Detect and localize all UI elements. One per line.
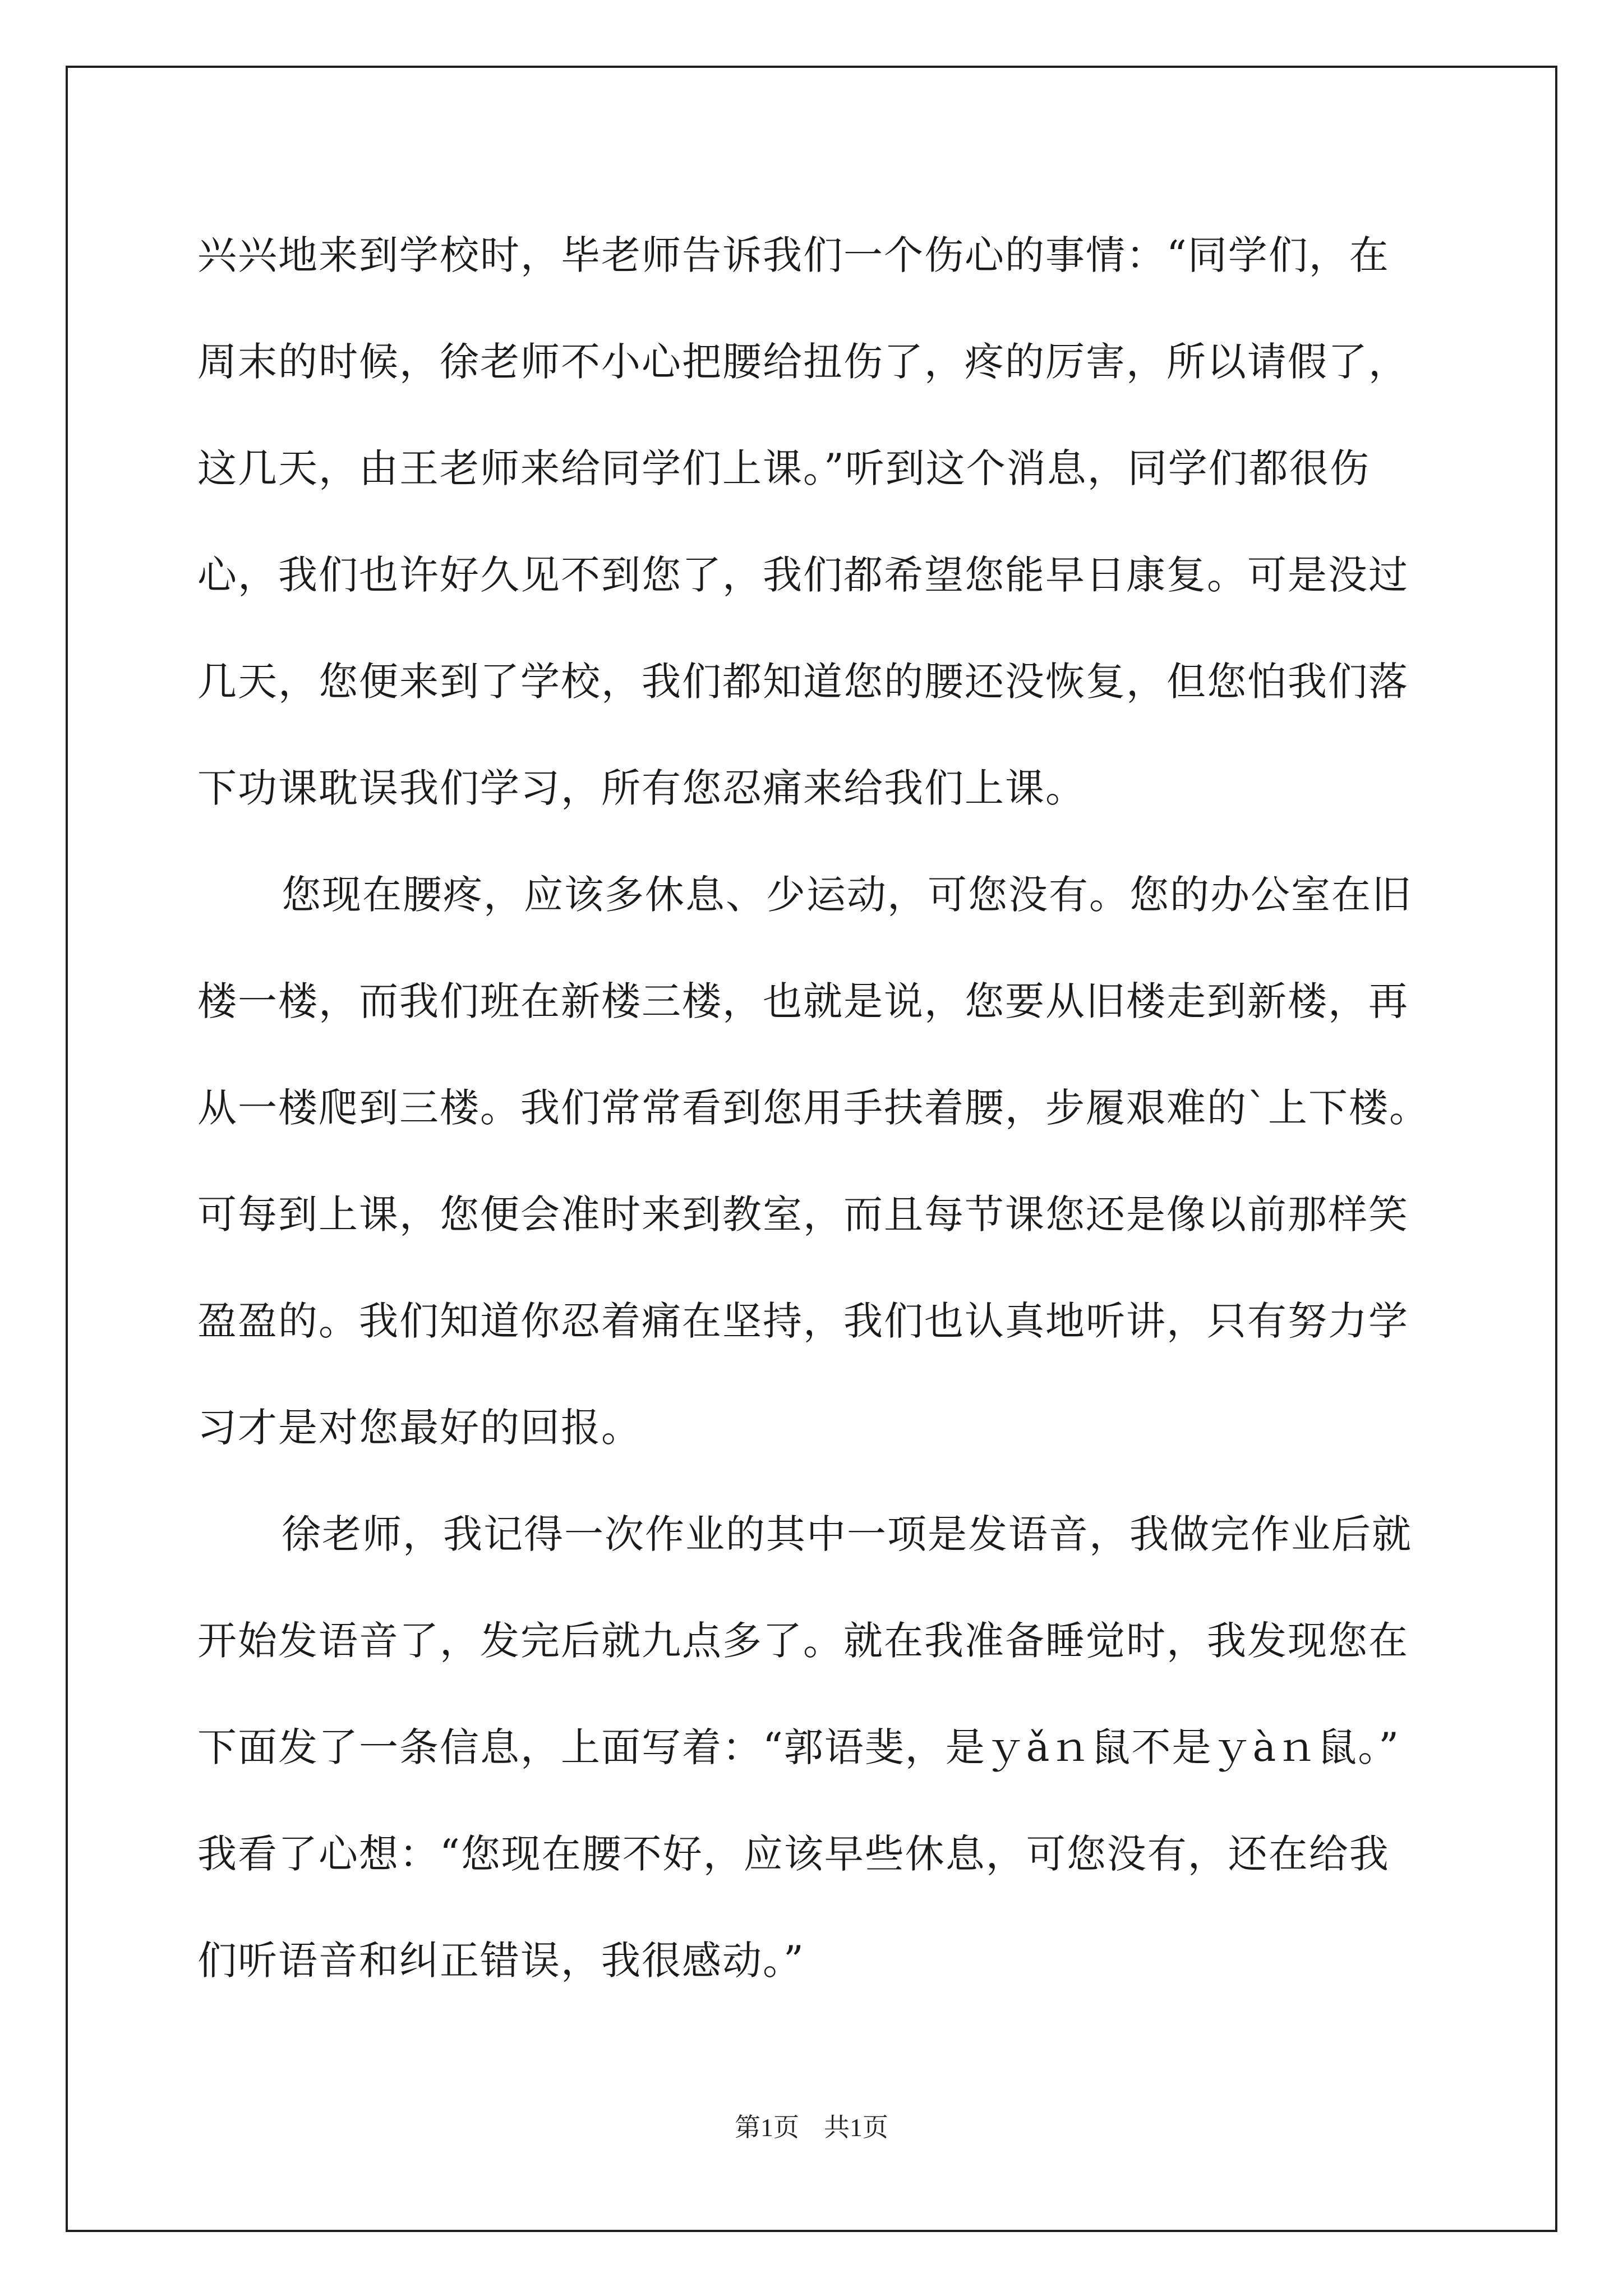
text-line: 习才是对您最好的回报。	[197, 1405, 642, 1451]
text-line: 可每到上课，您便会准时来到教室，而且每节课您还是像以前那样笑	[197, 1191, 1409, 1237]
paragraph-start-line: 您现在腰疼，应该多休息、少运动，可您没有。您的办公室在旧	[282, 872, 1412, 918]
text-line: 开始发语音了，发完后就九点多了。就在我准备睡觉时，我发现您在	[197, 1618, 1409, 1664]
text-line: 周末的时候，徐老师不小心把腰给扭伤了，疼的厉害，所以请假了，	[197, 339, 1409, 385]
text-line: 盈盈的。我们知道你忍着痛在坚持，我们也认真地听讲，只有努力学	[197, 1298, 1409, 1344]
text-line: 下面发了一条信息，上面写着：“郭语斐，是ｙǎｎ鼠不是ｙàｎ鼠。”	[197, 1724, 1400, 1770]
text-line: 我看了心想：“您现在腰不好，应该早些休息，可您没有，还在给我	[197, 1831, 1390, 1877]
text-line: 兴兴地来到学校时，毕老师告诉我们一个伤心的事情：“同学们，在	[197, 232, 1390, 278]
document-body	[197, 202, 1454, 2014]
text-line: 下功课耽误我们学习，所有您忍痛来给我们上课。	[197, 765, 1086, 811]
page-number: 第1页	[735, 2113, 799, 2142]
text-line: 几天，您便来到了学校，我们都知道您的腰还没恢复，但您怕我们落	[197, 659, 1409, 705]
text-line: 从一楼爬到三楼。我们常常看到您用手扶着腰，步履艰难的`上下楼。	[197, 1085, 1430, 1131]
text-line: 们听语音和纠正错误，我很感动。”	[197, 1938, 805, 1984]
page-total: 共1页	[824, 2113, 888, 2142]
text-line: 楼一楼，而我们班在新楼三楼，也就是说，您要从旧楼走到新楼，再	[197, 978, 1409, 1024]
text-line: 这几天，由王老师来给同学们上课。”听到这个消息，同学们都很伤	[197, 445, 1370, 491]
page-footer	[0, 2107, 1623, 2144]
paragraph-start-line: 徐老师，我记得一次作业的其中一项是发语音，我做完作业后就	[282, 1511, 1412, 1557]
text-line: 心，我们也许好久见不到您了，我们都希望您能早日康复。可是没过	[197, 552, 1409, 598]
